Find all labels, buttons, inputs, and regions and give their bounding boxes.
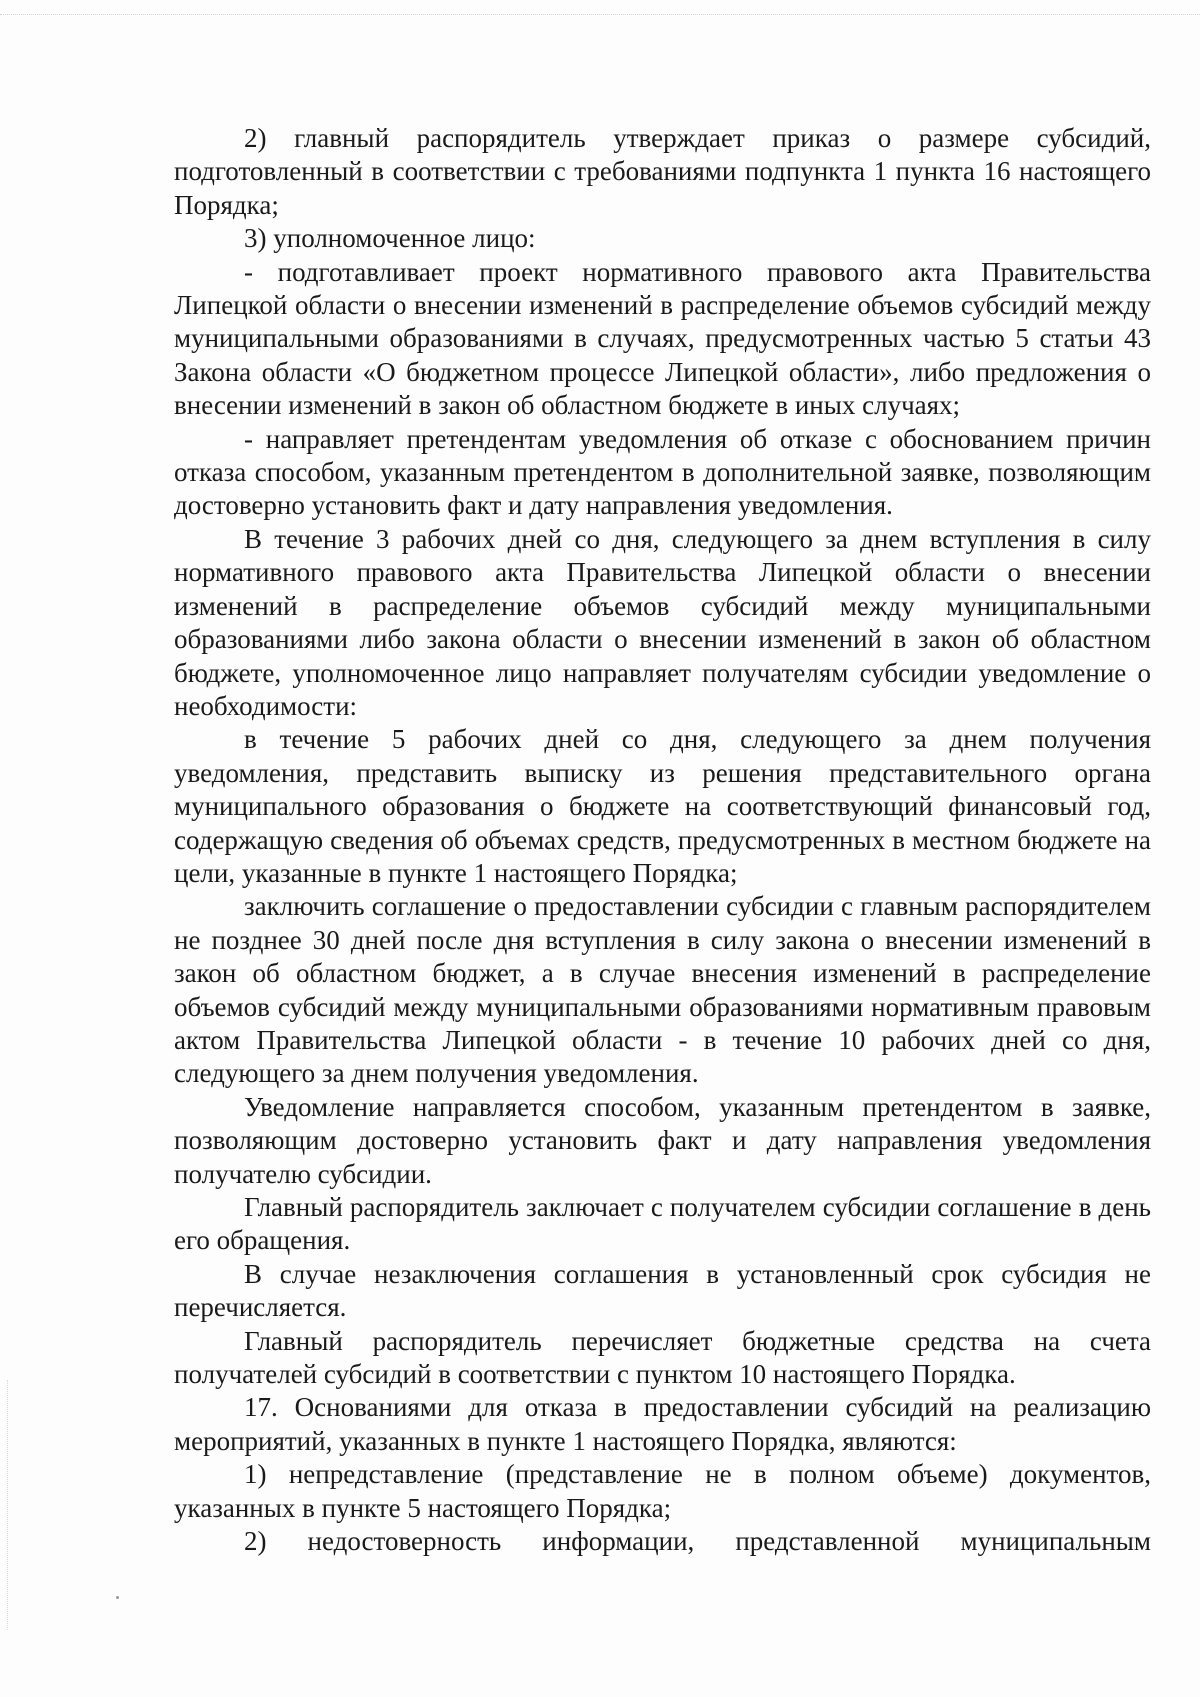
paragraph-prepare-act: - подготавливает проект нормативного правового акта Правительства Липецкой области о внесении изменений в распределение объемов субсидий между муниципальными образованиями в случаях, предусмотренных частью 5 статьи 43 Закона области «О бюджетном процессе Липецкой области», либо предложения о внесении изменений в закон об областном бюджете в иных случаях; [174,256,1151,421]
paragraph-item-17: 17. Основаниями для отказа в предоставлении субсидий на реализацию мероприятий, указанных в пункте 1 настоящего Порядка, являются: [174,1392,1151,1456]
paragraph-conclude-agreement: заключить соглашение о предоставлении субсидии с главным распорядителем не позднее 30 дней после дня вступления в силу закона о внесении изменений в закон об областном бюджет, а в случае внесения изменений в распределение объемов субсидий между муниципальными образованиями нормативным правовым актом Правительства Липецкой области - в течение 10 рабочих дней со дня, следующего за днем получения уведомления. [174,891,1151,1089]
paragraph-three-days: В течение 3 рабочих дней со дня, следующего за днем вступления в силу нормативного правового акта Правительства Липецкой области о внесении изменений в распределение объемов субсидий между муниципальными образованиями либо закона области о внесении изменений в закон об областном бюджете, уполномоченное лицо направляет получателям субсидии уведомление о необходимости: [174,523,1151,721]
scan-speck [116,1596,119,1599]
paragraph-five-days: в течение 5 рабочих дней со дня, следующего за днем получения уведомления, представить выписку из решения представительного органа муниципального образования о бюджете на соответствующий финансовый год, содержащую сведения об объемах средств, предусмотренных в местном бюджете на цели, указанные в пункте 1 настоящего Порядка; [174,724,1151,888]
scan-left-edge [7,1380,8,1630]
paragraph-notification-method: Уведомление направляется способом, указанным претендентом в заявке, позволяющим достоверно установить факт и дату направления уведомления получателю субсидии. [174,1091,1151,1189]
scan-top-edge [0,14,1200,15]
paragraph-refusal-ground-2: 2) недостоверность информации, представленной муниципальным [244,1526,1151,1557]
paragraph-transfer-funds: Главный распорядитель перечисляет бюджетные средства на счета получателей субсидий в соответствии с пунктом 10 настоящего Порядка. [174,1325,1151,1390]
paragraph-no-agreement: В случае незаключения соглашения в установленный срок субсидия не перечисляется. [174,1258,1151,1323]
paragraph-agreement-day: Главный распорядитель заключает с получателем субсидии соглашение в день его обращения. [174,1192,1151,1256]
paragraph-refusal-ground-1: 1) непредставление (представление не в полном объеме) документов, указанных в пункте 5 настоящего Порядка; [174,1459,1151,1523]
paragraph-approve-order: 2) главный распорядитель утверждает приказ о размере субсидий, подготовленный в соответствии с требованиями подпункта 1 пункта 16 настоящего Порядка; [174,123,1151,220]
paragraph-authorized-person: 3) уполномоченное лицо: [244,223,536,254]
paragraph-send-refusal: - направляет претендентам уведомления об отказе с обоснованием причин отказа способом, указанным претендентом в дополнительной заявке, позволяющим достоверно установить факт и дату направления уведомления. [174,423,1151,521]
document-body [174,122,1151,1558]
